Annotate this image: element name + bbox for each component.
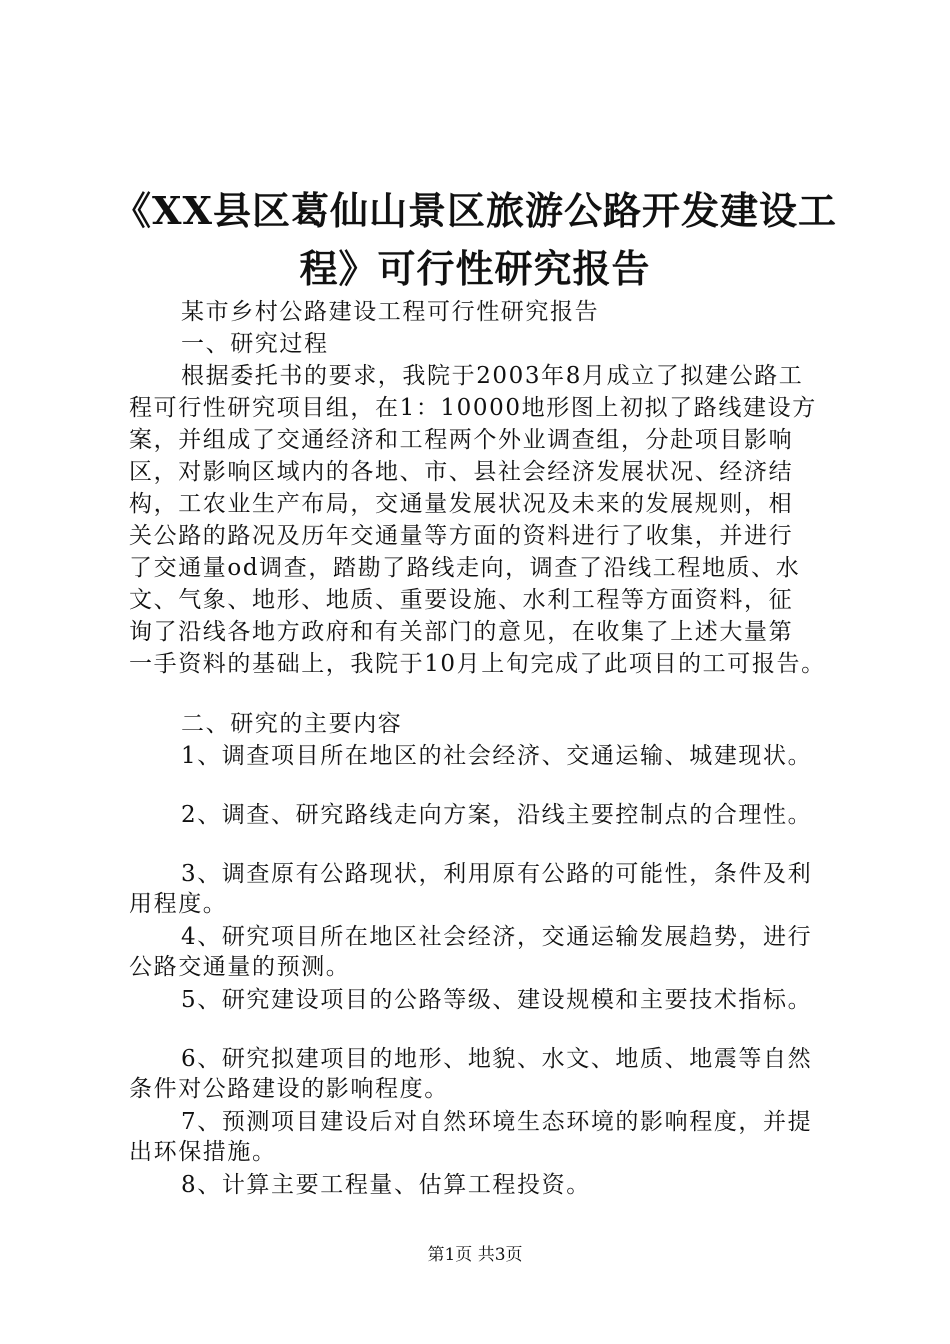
- list-item-1: 1、调查项目所在地区的社会经济、交通运输、城建现状。: [181, 743, 813, 769]
- list-item-7: 7、预测项目建设后对自然环境生态环境的影响程度，并提: [181, 1109, 813, 1135]
- page-number-footer: 第1页 共3页: [427, 1245, 523, 1265]
- list-item-5: 5、研究建设项目的公路等级、建设规模和主要技术指标。: [181, 987, 813, 1013]
- list-item-3-cont: 用程度。: [129, 891, 228, 917]
- list-item-8: 8、计算主要工程量、估算工程投资。: [181, 1172, 591, 1198]
- section-heading-1: 一、研究过程: [181, 331, 329, 357]
- paragraph-line: 构，工农业生产布局，交通量发展状况及未来的发展规则，相: [129, 491, 794, 517]
- list-item-4-cont: 公路交通量的预测。: [129, 954, 351, 980]
- list-item-4: 4、研究项目所在地区社会经济，交通运输发展趋势，进行: [181, 924, 813, 950]
- paragraph-line: 程可行性研究项目组，在1：10000地形图上初拟了路线建设方: [129, 395, 817, 421]
- paragraph-line: 了交通量od调查，踏勘了路线走向，调查了沿线工程地质、水: [129, 555, 801, 581]
- list-item-3: 3、调查原有公路现状，利用原有公路的可能性，条件及利: [181, 861, 813, 887]
- list-item-7-cont: 出环保措施。: [129, 1139, 277, 1165]
- document-title-line-1: 《XX县区葛仙山景区旅游公路开发建设工: [113, 188, 837, 233]
- list-item-6-cont: 条件对公路建设的影响程度。: [129, 1076, 449, 1102]
- document-title-line-2: 程》可行性研究报告: [299, 246, 651, 291]
- subtitle-line: 某市乡村公路建设工程可行性研究报告: [181, 299, 600, 325]
- paragraph-line: 询了沿线各地方政府和有关部门的意见，在收集了上述大量第: [129, 619, 794, 645]
- paragraph-line: 案，并组成了交通经济和工程两个外业调查组，分赴项目影响: [129, 427, 794, 453]
- paragraph-line: 根据委托书的要求，我院于2003年8月成立了拟建公路工: [181, 363, 804, 389]
- paragraph-line: 文、气象、地形、地质、重要设施、水利工程等方面资料，征: [129, 587, 794, 613]
- paragraph-line: 一手资料的基础上，我院于10月上旬完成了此项目的工可报告。: [129, 651, 826, 677]
- section-heading-2: 二、研究的主要内容: [181, 711, 403, 737]
- paragraph-line: 关公路的路况及历年交通量等方面的资料进行了收集，并进行: [129, 523, 794, 549]
- list-item-2: 2、调查、研究路线走向方案，沿线主要控制点的合理性。: [181, 802, 813, 828]
- list-item-6: 6、研究拟建项目的地形、地貌、水文、地质、地震等自然: [181, 1046, 813, 1072]
- paragraph-line: 区，对影响区域内的各地、市、县社会经济发展状况、经济结: [129, 459, 794, 485]
